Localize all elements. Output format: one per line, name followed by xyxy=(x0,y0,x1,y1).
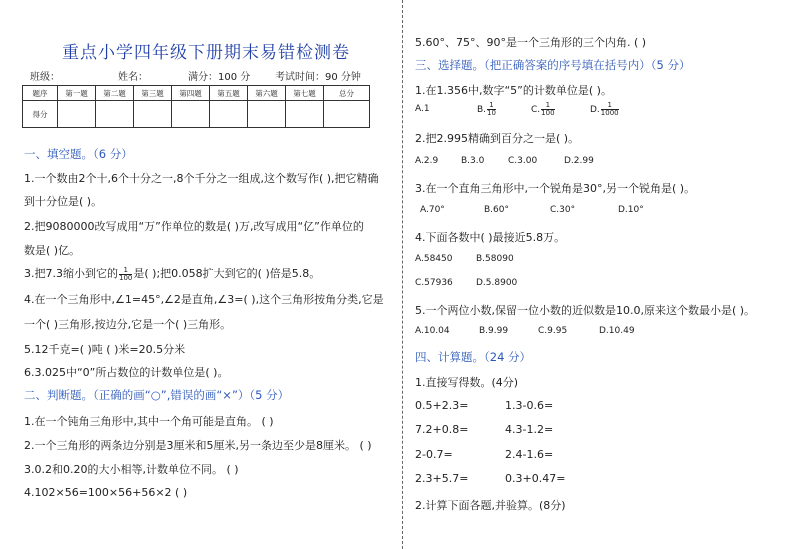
section-choice-title: 三、选择题。（把正确答案的序号填在括号内）（5 分） xyxy=(415,58,691,72)
question-text: 2.一个三角形的两条边分别是3厘米和5厘米,另一条边至少是8厘米。 ( ) xyxy=(24,439,372,452)
question-text: 1.在一个钝角三角形中,其中一个角可能是直角。 ( ) xyxy=(24,415,274,428)
score-cell[interactable] xyxy=(210,101,248,128)
fraction-numerator: 1 xyxy=(541,102,554,110)
choice-option-letter: C. xyxy=(531,105,541,115)
score-header-cell: 第六题 xyxy=(248,86,286,101)
fraction-denominator: 100 xyxy=(119,273,133,282)
page-divider xyxy=(402,0,403,549)
score-cell[interactable] xyxy=(96,101,134,128)
question-text: 5.一个两位小数,保留一位小数的近似数是10.0,原来这个数最小是( )。 xyxy=(415,304,756,317)
question-text: 5.60°、75°、90°是一个三角形的三个内角. ( ) xyxy=(415,36,647,49)
question-text-part: 是( );把0.058扩大到它的( )倍是5.8。 xyxy=(133,267,321,280)
question-text: 2.把9080000改写成用“万”作单位的数是( )万,改写成用“亿”作单位的 xyxy=(24,220,364,233)
score-header-cell: 第四题 xyxy=(172,86,210,101)
name-label: 姓名： xyxy=(118,72,148,83)
score-cell[interactable] xyxy=(248,101,286,128)
page-title: 重点小学四年级下册期末易错检测卷 xyxy=(62,43,350,63)
score-cell[interactable] xyxy=(286,101,324,128)
class-label: 班级： xyxy=(30,72,60,83)
choice-option: B.3.0 xyxy=(461,156,485,166)
score-cell[interactable] xyxy=(172,101,210,128)
question-text: 2.计算下面各题,并验算。(8分) xyxy=(415,499,566,512)
score-cell[interactable] xyxy=(134,101,172,128)
choice-option: A.1 xyxy=(415,104,430,114)
score-header-cell: 总分 xyxy=(324,86,370,101)
full-score-label: 满分：100 分 xyxy=(188,72,251,83)
section-calculation-title: 四、计算题。（24 分） xyxy=(415,350,532,364)
score-header-cell: 第三题 xyxy=(134,86,172,101)
question-text: 4.下面各数中( )最接近5.8万。 xyxy=(415,231,566,244)
choice-option: A.2.9 xyxy=(415,156,439,166)
fraction xyxy=(541,102,554,117)
score-header-cell: 第七题 xyxy=(286,86,324,101)
question-text: 4.在一个三角形中,∠1=45°,∠2是直角,∠3=( ),这个三角形按角分类,它是 xyxy=(24,293,384,306)
choice-option: D.5.8900 xyxy=(476,278,518,288)
choice-option-letter: D. xyxy=(590,105,600,115)
calc-item: 2-0.7= xyxy=(415,448,453,461)
choice-option: A.10.04 xyxy=(415,326,450,336)
choice-option: C.57936 xyxy=(415,278,453,288)
choice-option: D.10.49 xyxy=(599,326,635,336)
calc-item: 0.5+2.3= xyxy=(415,399,469,412)
question-text-part: 3.把7.3缩小到它的 xyxy=(24,267,118,280)
question-text: 4.102×56=100×56+56×2 ( ) xyxy=(24,486,188,499)
choice-option: C.9.95 xyxy=(538,326,568,336)
choice-option: D.10° xyxy=(618,205,644,215)
score-header-cell: 第一题 xyxy=(58,86,96,101)
choice-option-letter: B. xyxy=(477,105,487,115)
calc-item: 2.3+5.7= xyxy=(415,472,469,485)
question-text xyxy=(24,265,320,282)
fraction-numerator: 1 xyxy=(487,102,496,110)
question-text: 1.在1.356中,数字“5”的计数单位是( )。 xyxy=(415,84,612,97)
calc-item: 1.3-0.6= xyxy=(505,399,554,412)
section-fill-in-title: 一、填空题。（6 分） xyxy=(24,147,133,161)
choice-option: A.58450 xyxy=(415,254,453,264)
score-cell[interactable] xyxy=(324,101,370,128)
choice-option: D.2.99 xyxy=(564,156,594,166)
question-text: 3.0.2和0.20的大小相等,计数单位不同。 ( ) xyxy=(24,463,239,476)
choice-option: A.70° xyxy=(420,205,445,215)
question-text: 到十分位是( )。 xyxy=(24,195,103,208)
fraction-denominator: 100 xyxy=(541,109,555,117)
choice-option xyxy=(531,102,556,117)
calc-item: 4.3-1.2= xyxy=(505,423,554,436)
score-cell[interactable] xyxy=(58,101,96,128)
choice-option: C.3.00 xyxy=(508,156,538,166)
section-true-false-title: 二、判断题。（正确的画“○”,错误的画“×”）（5 分） xyxy=(24,388,290,402)
score-header-cell: 第二题 xyxy=(96,86,134,101)
calc-item: 0.3+0.47= xyxy=(505,472,566,485)
choice-option xyxy=(477,102,497,117)
choice-option xyxy=(590,102,620,117)
score-row-label: 得分 xyxy=(23,101,58,128)
choice-option: B.60° xyxy=(484,205,509,215)
fraction xyxy=(601,102,619,117)
score-header-cell: 第五题 xyxy=(210,86,248,101)
choice-option: B.9.99 xyxy=(479,326,509,336)
exam-time-label: 考试时间：90 分钟 xyxy=(275,72,361,83)
calc-item: 7.2+0.8= xyxy=(415,423,469,436)
question-text: 1.一个数由2个十,6个十分之一,8个千分之一组成,这个数写作( ),把它精确 xyxy=(24,172,379,185)
question-text: 1.直接写得数。(4分) xyxy=(415,376,519,389)
question-text: 3.在一个直角三角形中,一个锐角是30°,另一个锐角是( )。 xyxy=(415,182,696,195)
question-text: 2.把2.995精确到百分之一是( )。 xyxy=(415,132,580,145)
score-header-cell: 题序 xyxy=(23,86,58,101)
score-table xyxy=(22,85,370,128)
fraction-numerator: 1 xyxy=(119,267,132,275)
question-text: 一个( )三角形,按边分,它是一个( )三角形。 xyxy=(24,318,232,331)
fraction xyxy=(487,102,496,117)
choice-option: C.30° xyxy=(550,205,576,215)
fraction-numerator: 1 xyxy=(601,102,619,110)
question-text: 5.12千克=( )吨 ( )米=20.5分米 xyxy=(24,343,186,356)
choice-option: B.58090 xyxy=(476,254,514,264)
fraction xyxy=(119,267,132,282)
question-text: 数是( )亿。 xyxy=(24,244,81,257)
fraction-denominator: 10 xyxy=(487,109,496,117)
question-text: 6.3.025中“0”所占数位的计数单位是( )。 xyxy=(24,366,229,379)
fraction-denominator: 1000 xyxy=(600,109,619,117)
calc-item: 2.4-1.6= xyxy=(505,448,554,461)
